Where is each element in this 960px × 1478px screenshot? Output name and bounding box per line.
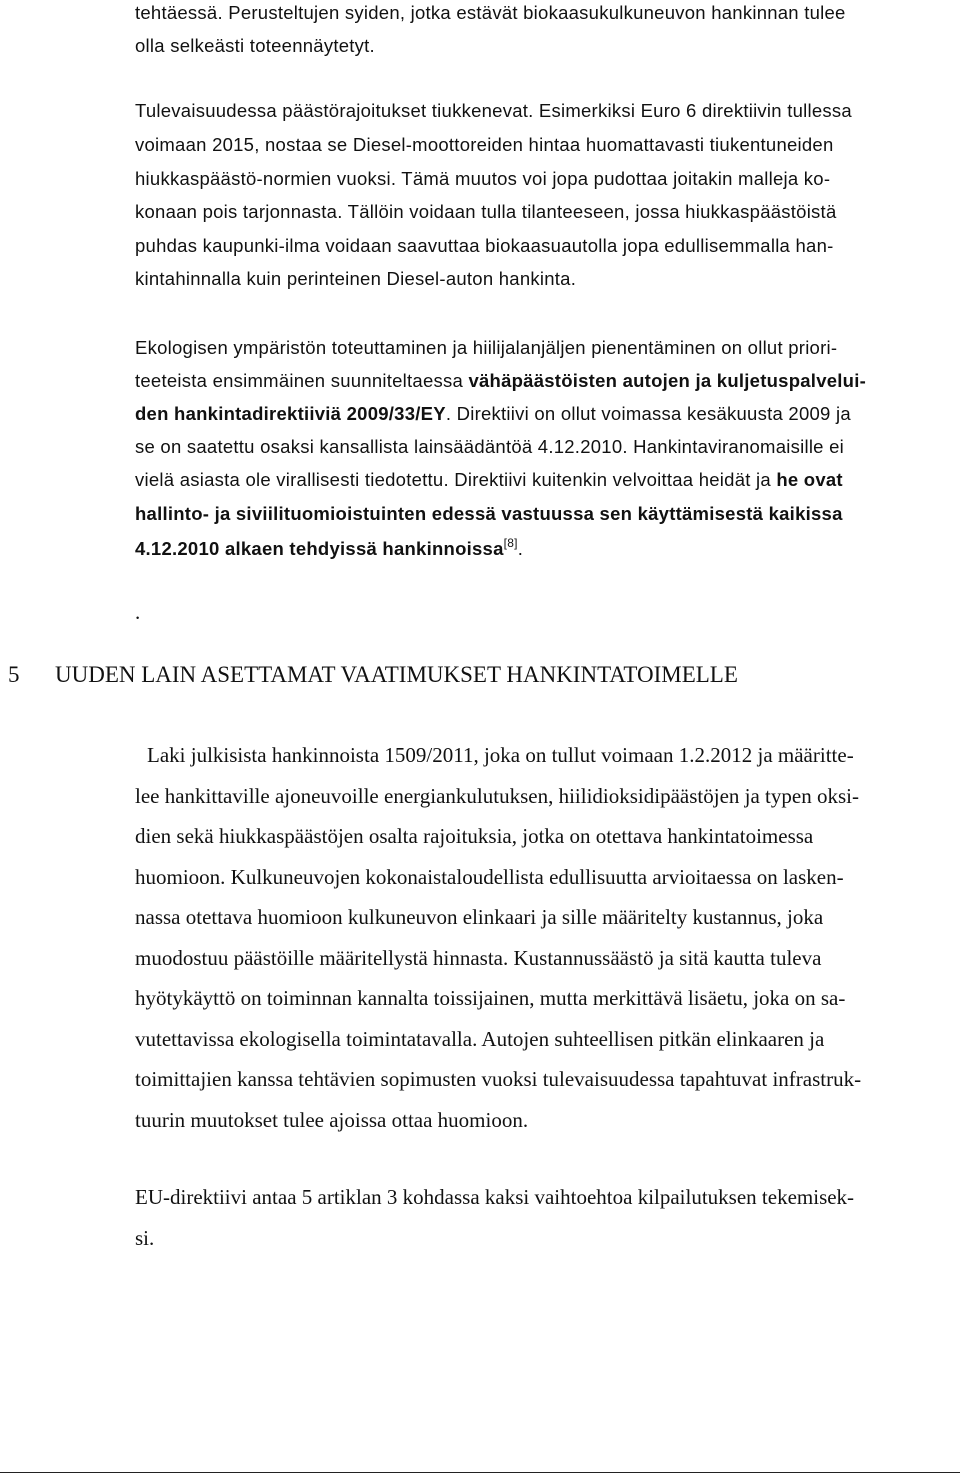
paragraph-line: konaan pois tarjonnasta. Tällöin voidaan tulla tilanteeseen, jossa hiukkaspäästöistä [135,201,837,222]
paragraph-line: toimittajien kanssa tehtävien sopimusten vuoksi tulevaisuudessa tapahtuvat infrastruk- [135,1067,862,1091]
bold-text-run: vähäpäästöisten autojen ja kuljetuspalvelui- [468,370,867,391]
citation-reference: [8] [503,536,518,550]
section-number: 5 [8,662,20,687]
paragraph-line [135,536,523,560]
text-run: . [517,538,524,559]
paragraph-line: Tulevaisuudessa päästörajoitukset tiukkenevat. Esimerkiksi Euro 6 direktiivin tullessa [135,100,852,121]
paragraph-line: EU-direktiivi antaa 5 artiklan 3 kohdassa kaksi vaihtoehtoa kilpailutuksen tekemisek- [135,1185,855,1209]
paragraph-line: nassa otettava huomioon kulkuneuvon elinkaari ja sille määritelty kustannus, joka [135,905,824,929]
text-run: . Direktiivi on ollut voimassa kesäkuusta 2009 ja [445,403,851,424]
bold-text-run: 4.12.2010 alkaen tehdyissä hankinnoissa [135,538,504,559]
paragraph-line: se on saatettu osaksi kansallista lainsäädäntöä 4.12.2010. Hankintaviranomaisille ei [135,436,845,457]
paragraph-line: puhdas kaupunki-ilma voidaan saavuttaa biokaasuautolla jopa edullisemmalla han- [135,235,834,256]
page-bottom-rule [0,1472,960,1473]
paragraph-line: vutettavissa ekologisella toimintatavalla. Autojen suhteellisen pitkän elinkaaren ja [135,1027,825,1051]
paragraph-line [135,469,843,491]
text-run: teeteista ensimmäinen suunniteltaessa [135,370,469,391]
paragraph-line: lee hankittaville ajoneuvoille energiankulutuksen, hiilidioksidipäästöjen ja typen oksi- [135,784,859,808]
paragraph-line: hyötykäyttö on toiminnan kannalta toissijainen, mutta merkittävä lisäetu, joka on sa- [135,986,846,1010]
paragraph-line: tuurin muutokset tulee ajoissa ottaa huomioon. [135,1108,529,1132]
paragraph-line: olla selkeästi toteennäytetyt. [135,35,375,56]
paragraph-line: hiukkaspäästö-normien vuoksi. Tämä muutos voi jopa pudottaa joitakin malleja ko- [135,168,831,189]
paragraph-line: hallinto- ja siviilituomioistuinten edessä vastuussa sen käyttämisestä kaikissa [135,503,843,524]
paragraph-line: huomioon. Kulkuneuvojen kokonaistaloudellista edullisuutta arvioitaessa on lasken- [135,865,844,889]
section-title: UUDEN LAIN ASETTAMAT VAATIMUKSET HANKINTATOIMELLE [55,662,738,687]
paragraph-line [135,370,866,392]
paragraph-line: tehtäessä. Perusteltujen syiden, jotka estävät biokaasukulkuneuvon hankinnan tulee [135,2,846,23]
paragraph-line: voimaan 2015, nostaa se Diesel-moottoreiden hintaa huomattavasti tiukentuneiden [135,134,834,155]
stray-dot: . [135,600,141,624]
paragraph-line [135,403,851,425]
paragraph-line: Laki julkisista hankinnoista 1509/2011, joka on tullut voimaan 1.2.2012 ja määritte- [147,743,854,767]
paragraph-line: kintahinnalla kuin perinteinen Diesel-auton hankinta. [135,268,577,289]
paragraph-line: si. [135,1226,155,1250]
paragraph-line: Ekologisen ympäristön toteuttaminen ja hiilijalanjäljen pienentäminen on ollut priori- [135,337,838,358]
paragraph-line: dien sekä hiukkaspäästöjen osalta rajoituksia, jotka on otettava hankintatoimessa [135,824,814,848]
paragraph-line: muodostuu päästöille määritellystä hinnasta. Kustannussäästö ja sitä kautta tuleva [135,946,822,970]
text-run: vielä asiasta ole virallisesti tiedotettu. Direktiivi kuitenkin velvoittaa heidät ja [135,469,777,490]
bold-text-run: he ovat [776,469,843,490]
bold-text-run: den hankintadirektiiviä 2009/33/EY [135,403,446,424]
